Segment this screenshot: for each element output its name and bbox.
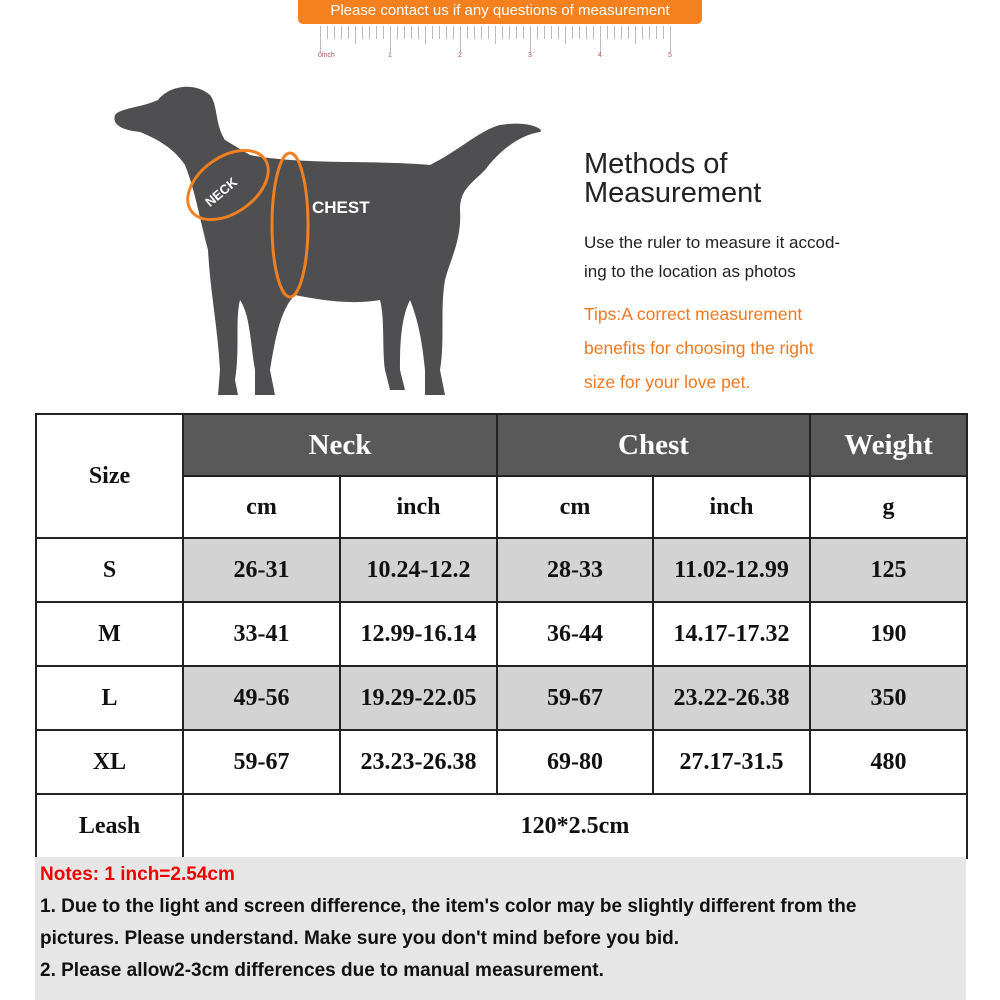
ruler-tick (327, 26, 328, 39)
value-cell: 14.17-17.32 (653, 602, 810, 666)
table-row (36, 538, 967, 602)
ruler-tick (607, 26, 608, 39)
ruler-tick (362, 26, 363, 39)
desc-line: ing to the location as photos (584, 262, 796, 281)
notes-title: Notes: 1 inch=2.54cm (40, 864, 235, 885)
value-cell: 59-67 (183, 730, 340, 794)
ruler-tick (425, 26, 426, 44)
neck-header: Neck (183, 414, 497, 476)
ruler-label: 2 (458, 52, 462, 59)
unit-cell: inch (340, 476, 497, 538)
value-cell: 23.22-26.38 (653, 666, 810, 730)
ruler-tick (369, 26, 370, 39)
size-cell: M (36, 602, 183, 666)
ruler-tick (537, 26, 538, 39)
desc-line: Use the ruler to measure it accod- (584, 233, 841, 252)
contact-banner: Please contact us if any questions of measurement (298, 0, 702, 24)
ruler-tick (453, 26, 454, 39)
table-row (36, 730, 967, 794)
note-line: 2. Please allow2-3cm differences due to manual measurement. (40, 960, 604, 981)
ruler-tick (614, 26, 615, 39)
value-cell: 10.24-12.2 (340, 538, 497, 602)
ruler-tick (509, 26, 510, 39)
title-line: Methods of (584, 148, 728, 180)
value-cell: 12.99-16.14 (340, 602, 497, 666)
ruler-tick (649, 26, 650, 39)
size-cell: XL (36, 730, 183, 794)
ruler-tick (488, 26, 489, 39)
ruler-tick (411, 26, 412, 39)
neck-label: NECK (202, 174, 241, 210)
ruler-tick (348, 26, 349, 39)
ruler-tick (334, 26, 335, 39)
table-row (36, 602, 967, 666)
unit-cell: g (810, 476, 967, 538)
table-row (36, 666, 967, 730)
value-cell: 28-33 (497, 538, 653, 602)
ruler-tick (642, 26, 643, 39)
ruler-tick (523, 26, 524, 39)
value-cell: 27.17-31.5 (653, 730, 810, 794)
ruler-tick (320, 26, 321, 52)
ruler-tick (446, 26, 447, 39)
ruler-label: 1 (388, 52, 392, 59)
dog-silhouette (100, 70, 550, 410)
methods-description (584, 228, 904, 286)
value-cell: 350 (810, 666, 967, 730)
ruler-tick (635, 26, 636, 44)
ruler (308, 24, 692, 66)
ruler-tick (481, 26, 482, 39)
tips-line: Tips:A correct measurement (584, 304, 803, 324)
ruler-label: 0inch (318, 52, 335, 59)
note-line: 1. Due to the light and screen difference, the item's color may be slightly different from the (40, 896, 857, 917)
ruler-tick (355, 26, 356, 44)
ruler-tick (530, 26, 531, 52)
tips-line: benefits for choosing the right (584, 338, 814, 358)
value-cell: 36-44 (497, 602, 653, 666)
size-table (35, 413, 968, 859)
ruler-tick (593, 26, 594, 39)
value-cell: 19.29-22.05 (340, 666, 497, 730)
unit-cell: cm (497, 476, 653, 538)
ruler-tick (558, 26, 559, 39)
ruler-tick (572, 26, 573, 39)
value-cell: 11.02-12.99 (653, 538, 810, 602)
ruler-tick (579, 26, 580, 39)
value-cell: 26-31 (183, 538, 340, 602)
ruler-tick (390, 26, 391, 52)
value-cell: 59-67 (497, 666, 653, 730)
ruler-tick (376, 26, 377, 39)
ruler-tick (383, 26, 384, 39)
leash-label: Leash (36, 794, 183, 858)
size-cell: S (36, 538, 183, 602)
note-line: pictures. Please understand. Make sure you don't mind before you bid. (40, 928, 680, 949)
ruler-tick (474, 26, 475, 39)
value-cell: 23.23-26.38 (340, 730, 497, 794)
ruler-label: 5 (668, 52, 672, 59)
ruler-tick (670, 26, 671, 52)
weight-header: Weight (810, 414, 967, 476)
title-line: Measurement (584, 177, 762, 209)
unit-cell: inch (653, 476, 810, 538)
ruler-tick (495, 26, 496, 44)
ruler-label: 3 (528, 52, 532, 59)
chest-label: CHEST (312, 198, 370, 217)
size-header: Size (36, 414, 183, 538)
ruler-tick (502, 26, 503, 39)
ruler-tick (600, 26, 601, 52)
ruler-tick (341, 26, 342, 39)
value-cell: 33-41 (183, 602, 340, 666)
methods-title (584, 150, 761, 208)
ruler-label: 4 (598, 52, 602, 59)
ruler-tick (439, 26, 440, 39)
tips (584, 297, 884, 399)
ruler-tick (621, 26, 622, 39)
value-cell: 49-56 (183, 666, 340, 730)
ruler-tick (516, 26, 517, 39)
size-cell: L (36, 666, 183, 730)
tips-line: size for your love pet. (584, 372, 751, 392)
value-cell: 69-80 (497, 730, 653, 794)
ruler-tick (544, 26, 545, 39)
unit-cell: cm (183, 476, 340, 538)
ruler-tick (404, 26, 405, 39)
ruler-tick (397, 26, 398, 39)
chest-header: Chest (497, 414, 810, 476)
ruler-tick (551, 26, 552, 39)
ruler-tick (663, 26, 664, 39)
ruler-tick (460, 26, 461, 52)
ruler-tick (565, 26, 566, 44)
ruler-tick (656, 26, 657, 39)
ruler-tick (432, 26, 433, 39)
ruler-tick (467, 26, 468, 39)
ruler-tick (586, 26, 587, 39)
value-cell: 480 (810, 730, 967, 794)
ruler-tick (628, 26, 629, 39)
ruler-tick (418, 26, 419, 39)
value-cell: 125 (810, 538, 967, 602)
notes (35, 857, 966, 1000)
leash-value: 120*2.5cm (183, 794, 967, 858)
value-cell: 190 (810, 602, 967, 666)
